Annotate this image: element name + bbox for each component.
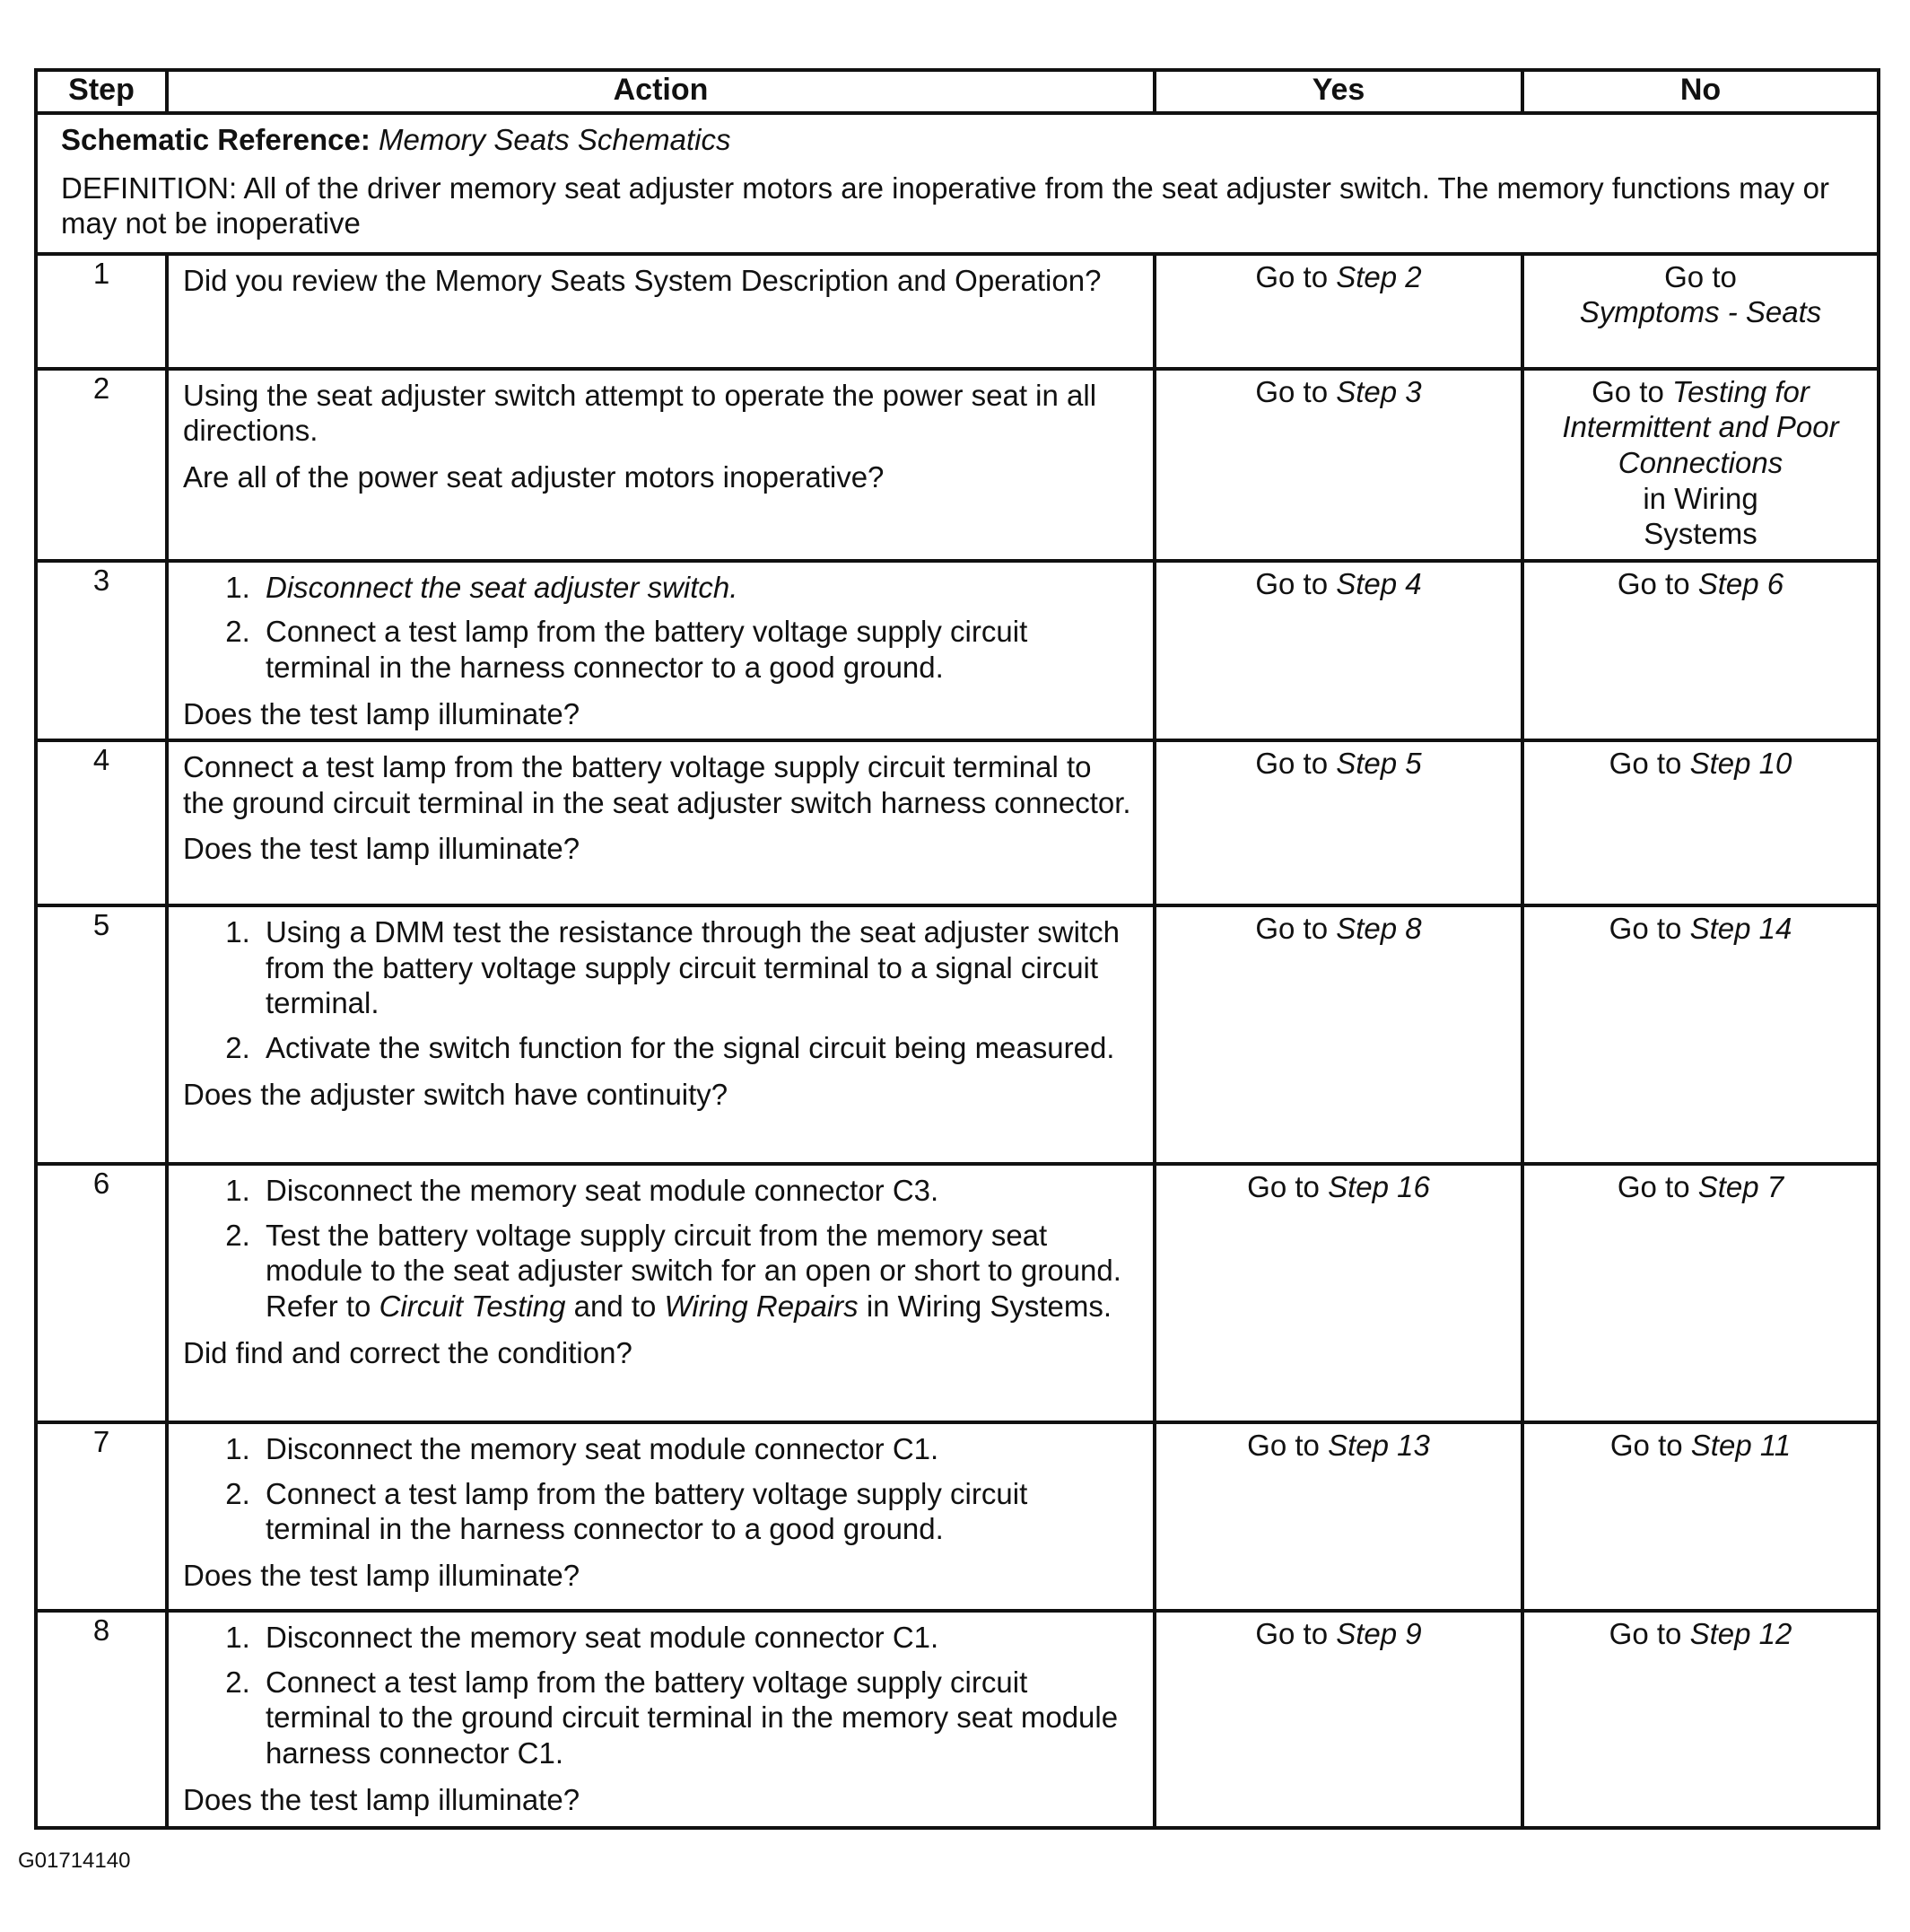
no-link[interactable]: Step 6 (1697, 566, 1784, 600)
yes-link[interactable]: Step 9 (1336, 1617, 1422, 1651)
go-to-text: Go to (1617, 566, 1690, 600)
step-number: 8 (36, 1611, 167, 1828)
action-list (183, 1173, 1140, 1324)
no-cell (1522, 1164, 1879, 1422)
action-cell (167, 369, 1155, 561)
action-question: Are all of the power seat adjuster motors inoperative? (183, 459, 885, 494)
yes-link[interactable]: Step 4 (1336, 566, 1422, 600)
yes-cell (1155, 1422, 1522, 1611)
no-link[interactable]: Step 14 (1689, 912, 1792, 946)
yes-cell (1155, 1611, 1522, 1828)
action-intro: Connect a test lamp from the battery voltage supply circuit terminal to the ground circuit terminal in the seat adjuster switch harness connector. (183, 750, 1131, 819)
action-question: Does the test lamp illuminate? (183, 1782, 580, 1816)
action-question: Does the test lamp illuminate? (183, 1558, 580, 1592)
header-action: Action (167, 70, 1155, 113)
go-to-text: Go to (1247, 1170, 1320, 1204)
table-header-row (36, 70, 1879, 113)
action-cell (167, 905, 1155, 1164)
action-list-item: 1. Disconnect the memory seat module connector C1. (258, 1620, 1140, 1656)
no-cell (1522, 254, 1879, 369)
step-number: 1 (36, 254, 167, 369)
yes-cell (1155, 740, 1522, 905)
yes-link[interactable]: Step 8 (1336, 912, 1422, 946)
no-cell (1522, 740, 1879, 905)
wiring-repairs-link[interactable]: Wiring Repairs (664, 1289, 859, 1323)
action-question: Does the test lamp illuminate? (183, 832, 580, 866)
action-cell (167, 254, 1155, 369)
yes-link[interactable]: Step 3 (1336, 374, 1422, 408)
action-list (183, 1620, 1140, 1770)
no-link[interactable]: Step 10 (1689, 747, 1792, 781)
no-suffix: Systems (1644, 517, 1757, 551)
table-row (36, 369, 1879, 561)
schematic-reference (61, 122, 1853, 158)
header-yes: Yes (1155, 70, 1522, 113)
yes-link[interactable]: Step 2 (1336, 259, 1422, 293)
table-row (36, 1422, 1879, 1611)
diagnostic-table (34, 68, 1880, 1830)
action-question: Did you review the Memory Seats System Description and Operation? (183, 263, 1102, 297)
action-question: Did find and correct the condition? (183, 1335, 632, 1369)
go-to-text: Go to (1664, 259, 1737, 293)
action-cell (167, 1422, 1155, 1611)
no-link[interactable]: Step 11 (1690, 1429, 1792, 1463)
schematic-value: Memory Seats Schematics (379, 123, 731, 156)
yes-cell (1155, 905, 1522, 1164)
table-row (36, 561, 1879, 740)
action-cell (167, 740, 1155, 905)
action-list-item: 2. Connect a test lamp from the battery voltage supply circuit terminal to the ground circuit terminal in the memory seat module harness connector C1. (258, 1665, 1140, 1771)
yes-cell (1155, 369, 1522, 561)
figure-id: G01714140 (18, 1849, 131, 1873)
circuit-testing-link[interactable]: Circuit Testing (379, 1289, 566, 1323)
action-cell (167, 561, 1155, 740)
go-to-text: Go to (1255, 912, 1329, 946)
no-cell (1522, 1422, 1879, 1611)
yes-link[interactable]: Step 16 (1328, 1170, 1430, 1204)
go-to-text: Go to (1255, 1617, 1329, 1651)
table-row (36, 254, 1879, 369)
step-number: 4 (36, 740, 167, 905)
action-list-item: 2. Activate the switch function for the signal circuit being measured. (258, 1030, 1140, 1066)
go-to-text: Go to (1255, 374, 1329, 408)
go-to-text: Go to (1592, 374, 1664, 408)
step-number: 3 (36, 561, 167, 740)
no-link[interactable]: Step 12 (1689, 1617, 1792, 1651)
step-number: 7 (36, 1422, 167, 1611)
action-question: Does the test lamp illuminate? (183, 696, 580, 730)
header-no: No (1522, 70, 1879, 113)
go-to-text: Go to (1255, 259, 1329, 293)
action-list-item: 1. Disconnect the seat adjuster switch. (258, 570, 1140, 606)
action-question: Does the adjuster switch have continuity? (183, 1077, 728, 1111)
no-cell (1522, 1611, 1879, 1828)
no-link[interactable]: Testing for Intermittent and Poor Connections (1562, 374, 1839, 479)
go-to-text: Go to (1255, 747, 1329, 781)
go-to-text: Go to (1255, 566, 1329, 600)
action-list (183, 1431, 1140, 1547)
go-to-text: Go to (1247, 1429, 1320, 1463)
action-list-item: 1. Disconnect the memory seat module connector C1. (258, 1431, 1140, 1467)
no-link[interactable]: Step 7 (1697, 1170, 1784, 1204)
yes-link[interactable]: Step 13 (1328, 1429, 1430, 1463)
yes-cell (1155, 1164, 1522, 1422)
step-number: 2 (36, 369, 167, 561)
action-list-item: 1. Disconnect the memory seat module connector C3. (258, 1173, 1140, 1209)
action-cell (167, 1164, 1155, 1422)
table-row (36, 905, 1879, 1164)
action-list-item: 1. Using a DMM test the resistance through the seat adjuster switch from the battery voltage supply circuit terminal to a signal circuit terminal. (258, 914, 1140, 1021)
go-to-text: Go to (1609, 912, 1682, 946)
action-intro: Using the seat adjuster switch attempt to operate the power seat in all directions. (183, 378, 1097, 448)
no-cell (1522, 369, 1879, 561)
table-row (36, 740, 1879, 905)
go-to-text: Go to (1609, 747, 1682, 781)
go-to-text: Go to (1617, 1170, 1690, 1204)
header-step: Step (36, 70, 167, 113)
no-suffix: in Wiring (1643, 481, 1758, 515)
no-cell (1522, 561, 1879, 740)
table-row (36, 1611, 1879, 1828)
yes-link[interactable]: Step 5 (1336, 747, 1422, 781)
action-list-item: 2. Connect a test lamp from the battery voltage supply circuit terminal in the harness connector to a good ground. (258, 614, 1140, 685)
step-number: 5 (36, 905, 167, 1164)
action-list-item: 2. Test the battery voltage supply circuit from the memory seat module to the seat adjuster switch for an open or short to ground. Refer to Circuit Testing and to Wiring Repairs in Wiring Systems. (258, 1218, 1140, 1324)
yes-cell (1155, 561, 1522, 740)
go-to-text: Go to (1609, 1429, 1683, 1463)
action-cell (167, 1611, 1155, 1828)
schematic-label: Schematic Reference: (61, 123, 371, 156)
action-list (183, 570, 1140, 686)
no-cell (1522, 905, 1879, 1164)
step-number: 6 (36, 1164, 167, 1422)
action-list (183, 914, 1140, 1065)
definition-text: DEFINITION: All of the driver memory seat adjuster motors are inoperative from the seat adjuster switch. The memory functions may or may not be inoperative (61, 170, 1829, 240)
no-link[interactable]: Symptoms - Seats (1579, 295, 1822, 329)
yes-cell (1155, 254, 1522, 369)
intro-row (36, 113, 1879, 254)
action-list-item: 2. Connect a test lamp from the battery voltage supply circuit terminal in the harness connector to a good ground. (258, 1476, 1140, 1547)
table-row (36, 1164, 1879, 1422)
intro-cell (36, 113, 1879, 254)
go-to-text: Go to (1609, 1617, 1682, 1651)
